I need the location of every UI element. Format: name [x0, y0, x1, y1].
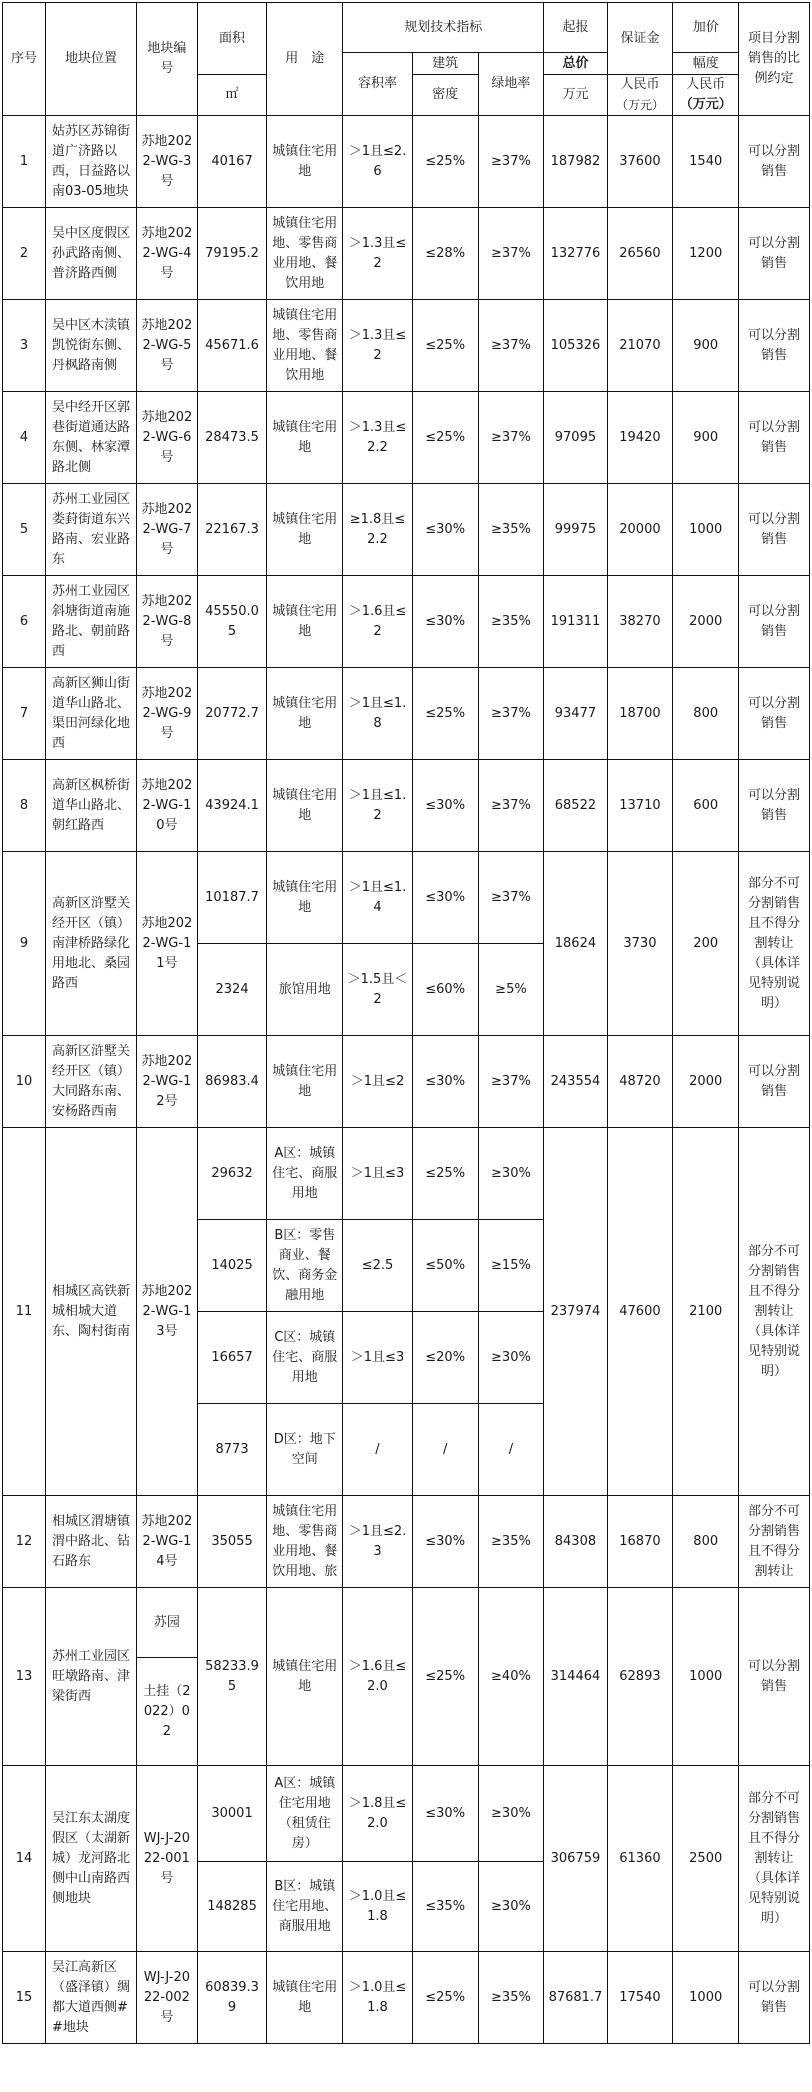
header-density-2: 密度 — [412, 75, 478, 116]
row-code: 苏地2022-WG-8号 — [137, 576, 198, 668]
row-increment: 800 — [673, 668, 739, 760]
row-code: WJ-J-2022-002号 — [137, 1952, 198, 2044]
row-increment: 900 — [673, 392, 739, 484]
row-deposit: 21070 — [607, 300, 673, 392]
row-area: 58233.95 — [197, 1588, 267, 1766]
header-price-1: 起报 — [544, 3, 607, 53]
header-increment-currency: 人民币 — [686, 77, 726, 92]
row-deposit: 38270 — [607, 576, 673, 668]
row-area: 45671.6 — [197, 300, 267, 392]
row-seq: 11 — [3, 1128, 46, 1496]
row-price: 87681.7 — [544, 1952, 607, 2044]
row-increment: 1200 — [673, 208, 739, 300]
row-usage: 城镇住宅用地 — [267, 484, 343, 576]
header-increment-unit-cell — [673, 75, 739, 116]
row-density: ≤25% — [412, 116, 478, 208]
header-density-1: 建筑 — [412, 53, 478, 75]
row-far: ＞1.3且≤2 — [343, 208, 413, 300]
row-sales: 部分不可分割销售且不得分割转让（具体详见特别说明） — [739, 1128, 810, 1496]
row-density: ≤25% — [412, 1952, 478, 2044]
row-greening: ≥37% — [478, 392, 544, 484]
row-density: ≤60% — [412, 944, 478, 1036]
row-price: 97095 — [544, 392, 607, 484]
row-deposit: 13710 — [607, 760, 673, 852]
row-usage: 城镇住宅用地 — [267, 760, 343, 852]
row-area: 8773 — [197, 1404, 267, 1496]
row-area: 29632 — [197, 1128, 267, 1220]
row-location: 高新区枫桥街道华山路北、朝红路西 — [46, 760, 137, 852]
row-far: ＞1.6且≤2 — [343, 576, 413, 668]
row-density: ≤25% — [412, 1588, 478, 1766]
row-usage: 城镇住宅用地 — [267, 1036, 343, 1128]
row-density: ≤25% — [412, 392, 478, 484]
row-greening: ≥37% — [478, 852, 544, 944]
table-row — [3, 852, 810, 944]
row-code: 苏地2022-WG-10号 — [137, 760, 198, 852]
row-sales: 部分不可分割销售且不得分割转让（具体详见特别说明） — [739, 1766, 810, 1952]
row-greening: ≥37% — [478, 116, 544, 208]
row-seq: 2 — [3, 208, 46, 300]
row-seq: 1 — [3, 116, 46, 208]
table-row — [3, 484, 810, 576]
row-code: 苏园 — [137, 1588, 198, 1658]
row-seq: 10 — [3, 1036, 46, 1128]
row-sales: 可以分割销售 — [739, 576, 810, 668]
header-deposit-unit-cell — [607, 75, 673, 116]
row-seq: 6 — [3, 576, 46, 668]
header-increment-1: 加价 — [673, 3, 739, 53]
row-code: 苏地2022-WG-7号 — [137, 484, 198, 576]
row-greening: ≥35% — [478, 484, 544, 576]
row-deposit: 48720 — [607, 1036, 673, 1128]
row-code: 苏地2022-WG-6号 — [137, 392, 198, 484]
row-deposit: 61360 — [607, 1766, 673, 1952]
row-increment: 2500 — [673, 1766, 739, 1952]
row-location: 高新区狮山街道华山路北、渠田河绿化地西 — [46, 668, 137, 760]
row-price: 191311 — [544, 576, 607, 668]
row-density: ≤25% — [412, 300, 478, 392]
row-far: ＞1且≤2.6 — [343, 116, 413, 208]
table-row — [3, 208, 810, 300]
row-far: ＞1.6且≤2.0 — [343, 1588, 413, 1766]
row-usage: 城镇住宅用地 — [267, 668, 343, 760]
row-increment: 800 — [673, 1496, 739, 1588]
row-density: ≤30% — [412, 1036, 478, 1128]
header-seq: 序号 — [3, 3, 46, 116]
row-greening: ≥35% — [478, 1496, 544, 1588]
row-area: 60839.39 — [197, 1952, 267, 2044]
row-increment: 1540 — [673, 116, 739, 208]
table-row — [3, 1496, 810, 1588]
row-deposit: 19420 — [607, 392, 673, 484]
row-far: ＞1.3且≤2 — [343, 300, 413, 392]
row-area: 16657 — [197, 1312, 267, 1404]
row-usage: 城镇住宅用地 — [267, 1952, 343, 2044]
row-usage: 城镇住宅用地 — [267, 852, 343, 944]
row-sales: 可以分割销售 — [739, 116, 810, 208]
row-density: ≤30% — [412, 576, 478, 668]
row-area: 148285 — [197, 1862, 267, 1952]
row-density: ≤28% — [412, 208, 478, 300]
header-usage: 用 途 — [267, 3, 343, 116]
row-far: ＞1.0且≤1.8 — [343, 1952, 413, 2044]
row-seq: 12 — [3, 1496, 46, 1588]
row-price: 243554 — [544, 1036, 607, 1128]
row-greening: / — [478, 1404, 544, 1496]
row-area: 43924.1 — [197, 760, 267, 852]
row-far: ＞1且≤3 — [343, 1312, 413, 1404]
row-increment: 2000 — [673, 1036, 739, 1128]
row-deposit: 62893 — [607, 1588, 673, 1766]
row-deposit: 16870 — [607, 1496, 673, 1588]
header-indicators: 规划技术指标 — [343, 3, 544, 53]
row-density: ≤30% — [412, 760, 478, 852]
row-far: ＞1且≤3 — [343, 1128, 413, 1220]
row-seq: 13 — [3, 1588, 46, 1766]
row-location: 吴中经开区郭巷街道通达路东侧、林家潭路北侧 — [46, 392, 137, 484]
row-far: ＞1且≤2 — [343, 1036, 413, 1128]
row-deposit: 20000 — [607, 484, 673, 576]
row-deposit: 47600 — [607, 1128, 673, 1496]
row-location: 吴江东太湖度假区（太湖新城）龙河路北侧中山南路西侧地块 — [46, 1766, 137, 1952]
land-auction-table — [2, 2, 810, 2044]
row-density: / — [412, 1404, 478, 1496]
row-location: 苏州工业园区斜塘街道南施路北、朝前路西 — [46, 576, 137, 668]
row-code: 苏地2022-WG-9号 — [137, 668, 198, 760]
row-usage: D区：地下空间 — [267, 1404, 343, 1496]
header-greening: 绿地率 — [478, 53, 544, 116]
row-density: ≤30% — [412, 1766, 478, 1862]
row-greening: ≥37% — [478, 1036, 544, 1128]
row-sales: 可以分割销售 — [739, 484, 810, 576]
row-increment: 2100 — [673, 1128, 739, 1496]
row-price: 99975 — [544, 484, 607, 576]
row-greening: ≥30% — [478, 1766, 544, 1862]
row-usage: B区：城镇住宅用地、商服用地 — [267, 1862, 343, 1952]
row-seq: 4 — [3, 392, 46, 484]
row-density: ≤25% — [412, 1128, 478, 1220]
row-usage: 城镇住宅用地 — [267, 1588, 343, 1766]
header-deposit-unit: （万元） — [615, 98, 664, 112]
row-usage: 城镇住宅用地、零售商业用地、餐饮用地 — [267, 208, 343, 300]
row-usage: 城镇住宅用地 — [267, 392, 343, 484]
header-area: 面积 — [197, 3, 267, 75]
row-increment: 1000 — [673, 484, 739, 576]
row-deposit: 37600 — [607, 116, 673, 208]
row-usage: B区：零售商业、餐饮、商务金融用地 — [267, 1220, 343, 1312]
header-price-unit: 万元 — [544, 75, 607, 116]
header-price-2: 总价 — [544, 53, 607, 75]
row-sales: 可以分割销售 — [739, 208, 810, 300]
row-seq: 7 — [3, 668, 46, 760]
row-location: 吴中区度假区孙武路南侧、普济路西侧 — [46, 208, 137, 300]
table-row — [3, 576, 810, 668]
row-code: 苏地2022-WG-3号 — [137, 116, 198, 208]
row-greening: ≥37% — [478, 208, 544, 300]
row-greening: ≥40% — [478, 1588, 544, 1766]
row-price: 306759 — [544, 1766, 607, 1952]
row-code: 苏地2022-WG-14号 — [137, 1496, 198, 1588]
row-sales: 部分不可分割销售且不得分割转让 — [739, 1496, 810, 1588]
row-code: 土挂（2022）02 — [137, 1658, 198, 1766]
row-usage: 城镇住宅用地、零售商业用地、餐饮用地、旅 — [267, 1496, 343, 1588]
row-area: 30001 — [197, 1766, 267, 1862]
row-code: 苏地2022-WG-12号 — [137, 1036, 198, 1128]
header-code: 地块编号 — [137, 3, 198, 116]
row-density: ≤50% — [412, 1220, 478, 1312]
row-seq: 9 — [3, 852, 46, 1036]
row-increment: 900 — [673, 300, 739, 392]
table-row — [3, 116, 810, 208]
table-row — [3, 300, 810, 392]
row-area: 20772.7 — [197, 668, 267, 760]
row-increment: 1000 — [673, 1588, 739, 1766]
row-increment: 2000 — [673, 576, 739, 668]
row-density: ≤30% — [412, 484, 478, 576]
row-seq: 15 — [3, 1952, 46, 2044]
row-increment: 600 — [673, 760, 739, 852]
row-sales: 可以分割销售 — [739, 760, 810, 852]
row-sales: 可以分割销售 — [739, 392, 810, 484]
row-greening: ≥5% — [478, 944, 544, 1036]
row-price: 18624 — [544, 852, 607, 1036]
row-usage: 城镇住宅用地、零售商业用地、餐饮用地 — [267, 300, 343, 392]
row-far: ＞1且≤1.2 — [343, 760, 413, 852]
row-area: 86983.4 — [197, 1036, 267, 1128]
row-density: ≤20% — [412, 1312, 478, 1404]
row-greening: ≥37% — [478, 668, 544, 760]
row-code: 苏地2022-WG-11号 — [137, 852, 198, 1036]
row-price: 237974 — [544, 1128, 607, 1496]
row-deposit: 17540 — [607, 1952, 673, 2044]
row-greening: ≥15% — [478, 1220, 544, 1312]
row-area: 2324 — [197, 944, 267, 1036]
row-far: ＞1且≤2.3 — [343, 1496, 413, 1588]
row-sales: 部分不可分割销售且不得分割转让（具体详见特别说明） — [739, 852, 810, 1036]
row-location: 相城区高铁新城相城大道东、陶村街南 — [46, 1128, 137, 1496]
row-usage: 城镇住宅用地 — [267, 116, 343, 208]
row-greening: ≥30% — [478, 1312, 544, 1404]
row-price: 93477 — [544, 668, 607, 760]
row-density: ≤35% — [412, 1862, 478, 1952]
header-deposit-currency: 人民币 — [620, 77, 660, 92]
row-price: 68522 — [544, 760, 607, 852]
table-row — [3, 668, 810, 760]
row-far: ＞1.5且＜2 — [343, 944, 413, 1036]
row-code: 苏地2022-WG-4号 — [137, 208, 198, 300]
row-area: 45550.05 — [197, 576, 267, 668]
row-usage: A区：城镇住宅、商服用地 — [267, 1128, 343, 1220]
row-far: ＞1.8且≤2.0 — [343, 1766, 413, 1862]
table-row — [3, 760, 810, 852]
table-row — [3, 1036, 810, 1128]
land-auction-table-container — [2, 2, 810, 2044]
row-usage: C区：城镇住宅、商服用地 — [267, 1312, 343, 1404]
row-area: 28473.5 — [197, 392, 267, 484]
header-increment-unit: （万元） — [679, 97, 732, 112]
row-location: 吴中区木渎镇凯悦街东侧、丹枫路南侧 — [46, 300, 137, 392]
row-price: 105326 — [544, 300, 607, 392]
row-price: 314464 — [544, 1588, 607, 1766]
header-increment-2: 幅度 — [673, 53, 739, 75]
row-sales: 可以分割销售 — [739, 1952, 810, 2044]
row-sales: 可以分割销售 — [739, 1036, 810, 1128]
row-usage: A区：城镇住宅用地（租赁住房） — [267, 1766, 343, 1862]
row-deposit: 26560 — [607, 208, 673, 300]
row-far: ≥1.8且≤2.2 — [343, 484, 413, 576]
row-greening: ≥37% — [478, 760, 544, 852]
row-sales: 可以分割销售 — [739, 300, 810, 392]
row-far: ＞1.0且≤1.8 — [343, 1862, 413, 1952]
row-increment: 1000 — [673, 1952, 739, 2044]
row-seq: 14 — [3, 1766, 46, 1952]
row-location: 高新区浒墅关经开区（镇）南津桥路绿化用地北、桑园路西 — [46, 852, 137, 1036]
row-far: ＞1且≤1.4 — [343, 852, 413, 944]
row-area: 79195.2 — [197, 208, 267, 300]
row-location: 相城区渭塘镇渭中路北、钻石路东 — [46, 1496, 137, 1588]
row-deposit: 18700 — [607, 668, 673, 760]
row-far: ＞1.3且≤2.2 — [343, 392, 413, 484]
row-location: 苏州工业园区旺墩路南、津梁街西 — [46, 1588, 137, 1766]
table-row — [3, 1952, 810, 2044]
row-greening: ≥35% — [478, 576, 544, 668]
row-usage: 旅馆用地 — [267, 944, 343, 1036]
row-price: 132776 — [544, 208, 607, 300]
table-row — [3, 1766, 810, 1862]
header-location: 地块位置 — [46, 3, 137, 116]
row-area: 40167 — [197, 116, 267, 208]
row-price: 187982 — [544, 116, 607, 208]
row-far: / — [343, 1404, 413, 1496]
row-density: ≤30% — [412, 1496, 478, 1588]
row-greening: ≥35% — [478, 1952, 544, 2044]
header-deposit: 保证金 — [607, 3, 673, 75]
row-far: ＞1且≤1.8 — [343, 668, 413, 760]
row-seq: 3 — [3, 300, 46, 392]
header-sales-rule: 项目分割销售的比例约定 — [739, 3, 810, 116]
row-increment: 200 — [673, 852, 739, 1036]
row-area: 22167.3 — [197, 484, 267, 576]
row-area: 10187.7 — [197, 852, 267, 944]
row-seq: 8 — [3, 760, 46, 852]
table-row — [3, 392, 810, 484]
row-area: 14025 — [197, 1220, 267, 1312]
row-code: 苏地2022-WG-13号 — [137, 1128, 198, 1496]
row-density: ≤30% — [412, 852, 478, 944]
row-greening: ≥30% — [478, 1128, 544, 1220]
header-far: 容积率 — [343, 53, 413, 116]
row-location: 吴江高新区（盛泽镇）绸都大道西侧##地块 — [46, 1952, 137, 2044]
row-sales: 可以分割销售 — [739, 668, 810, 760]
row-greening: ≥37% — [478, 300, 544, 392]
row-deposit: 3730 — [607, 852, 673, 1036]
row-location: 高新区浒墅关经开区（镇）大同路东南、安杨路西南 — [46, 1036, 137, 1128]
row-location: 姑苏区苏锦街道广济路以西，日益路以南03-05地块 — [46, 116, 137, 208]
row-price: 84308 — [544, 1496, 607, 1588]
row-far: ≤2.5 — [343, 1220, 413, 1312]
row-area: 35055 — [197, 1496, 267, 1588]
row-location: 苏州工业园区娄葑街道东兴路南、宏业路东 — [46, 484, 137, 576]
row-sales: 可以分割销售 — [739, 1588, 810, 1766]
row-code: 苏地2022-WG-5号 — [137, 300, 198, 392]
row-code: WJ-J-2022-001号 — [137, 1766, 198, 1952]
row-seq: 5 — [3, 484, 46, 576]
row-greening: ≥30% — [478, 1862, 544, 1952]
header-area-unit: ㎡ — [197, 75, 267, 116]
table-row — [3, 1588, 810, 1658]
row-usage: 城镇住宅用地 — [267, 576, 343, 668]
table-row — [3, 1128, 810, 1220]
row-density: ≤25% — [412, 668, 478, 760]
